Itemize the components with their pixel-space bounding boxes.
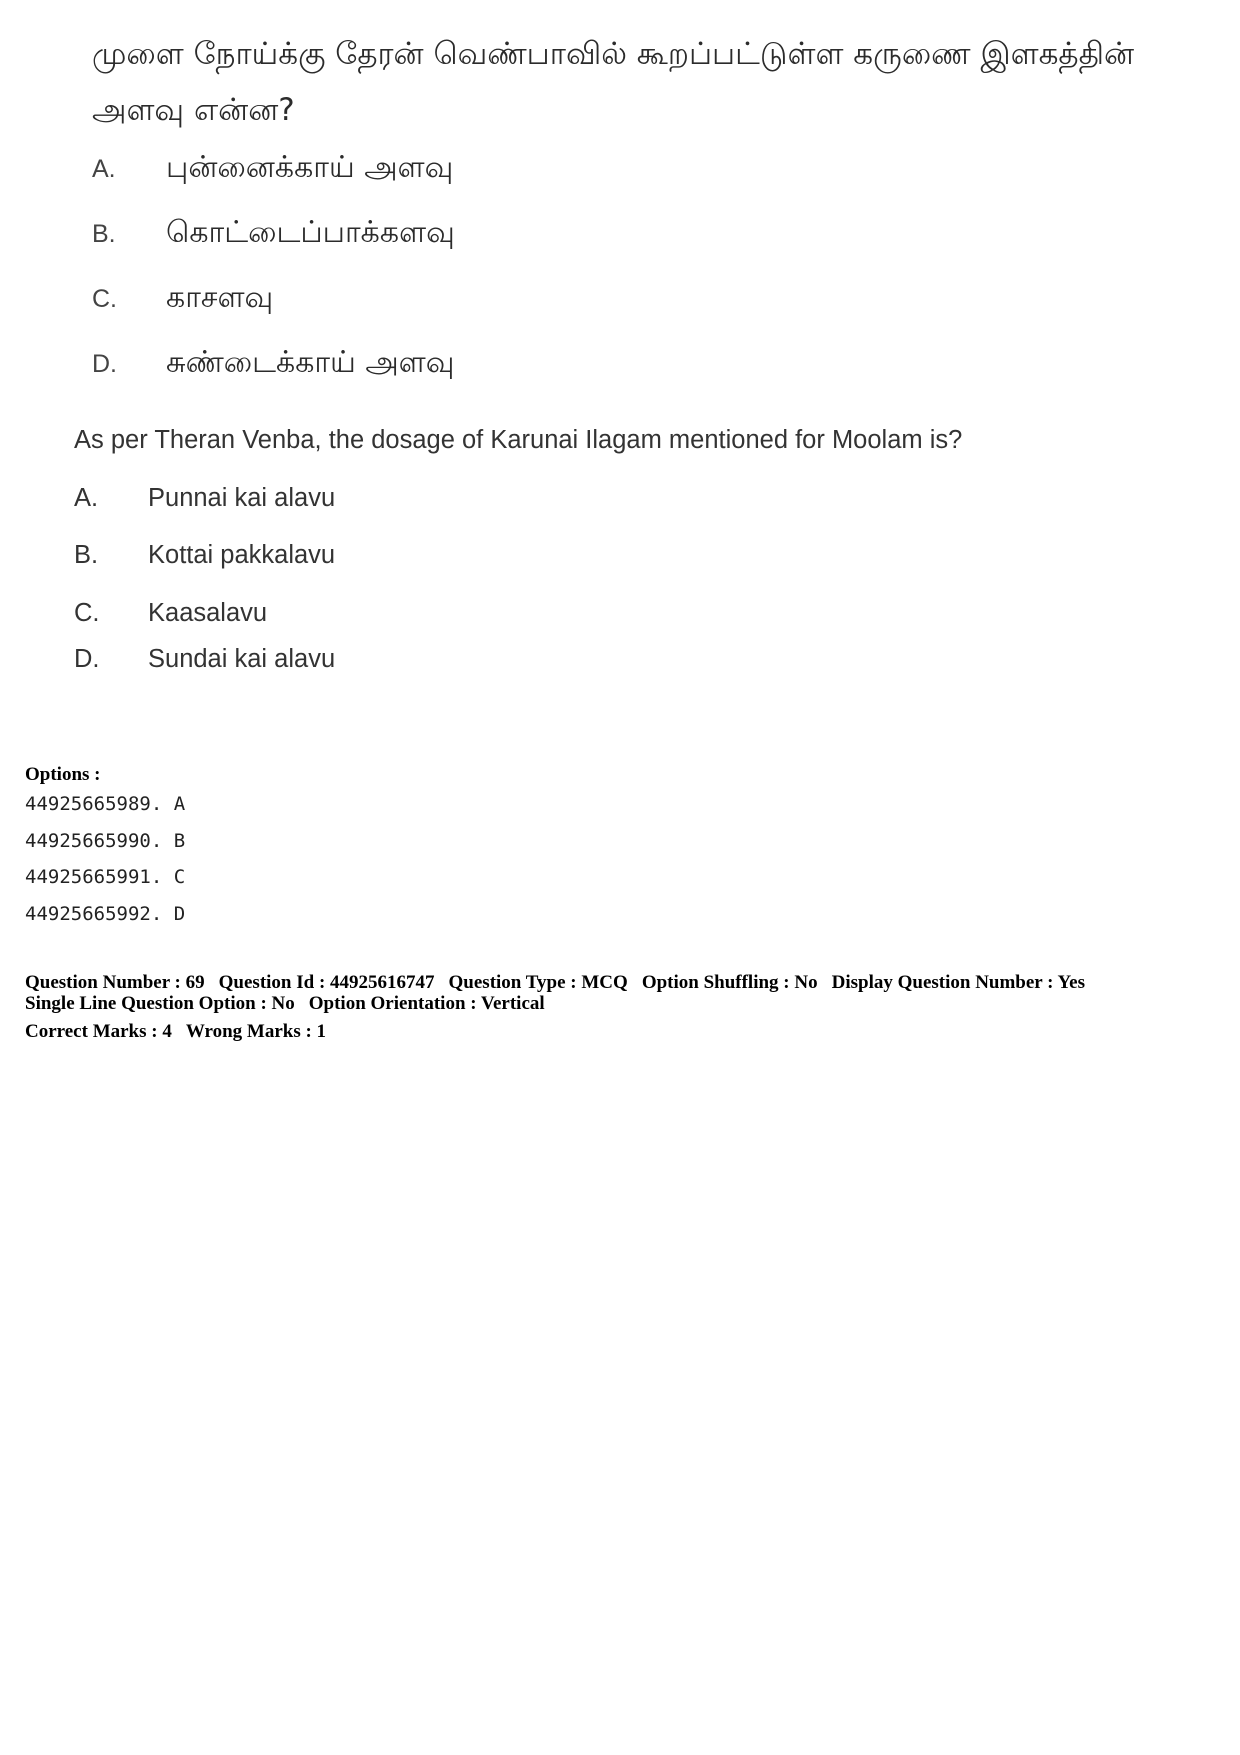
single-line-question-option: Single Line Question Option : No	[25, 993, 295, 1014]
english-option-c	[74, 599, 267, 628]
option-label: B.	[92, 220, 116, 248]
option-id-item: 44925665991. C	[25, 866, 186, 888]
option-text: Kottai pakkalavu	[148, 541, 336, 569]
option-label: C.	[92, 285, 117, 313]
option-text: Sundai kai alavu	[148, 645, 336, 673]
option-shuffling: Option Shuffling : No	[641, 972, 818, 993]
option-text: புன்னைக்காய் அளவு	[166, 150, 454, 185]
tamil-option-d	[92, 345, 454, 384]
option-label: D.	[92, 350, 117, 378]
correct-marks: Correct Marks : 4	[25, 1021, 172, 1042]
question-type: Question Type : MCQ	[448, 972, 628, 993]
english-option-d	[74, 645, 335, 674]
question-meta-line-1	[25, 972, 1099, 993]
option-label: A.	[92, 155, 116, 183]
option-text: காசளவு	[166, 280, 274, 315]
option-orientation: Option Orientation : Vertical	[308, 993, 545, 1014]
tamil-question-text: முளை நோய்க்கு தேரன் வெண்பாவில் கூறப்பட்டுள்ள கருணை இளகத்தின் அளவு என்ன?	[92, 36, 1135, 128]
wrong-marks: Wrong Marks : 1	[185, 1021, 327, 1042]
english-question-text: As per Theran Venba, the dosage of Karunai Ilagam mentioned for Moolam is?	[74, 426, 963, 454]
question-image	[0, 0, 1240, 700]
question-id: Question Id : 44925616747	[218, 972, 435, 993]
english-option-b	[74, 541, 335, 570]
option-text: Kaasalavu	[148, 599, 268, 627]
tamil-option-c	[92, 280, 273, 319]
option-label: D.	[74, 645, 100, 673]
option-text: கொட்டைப்பாக்களவு	[166, 215, 455, 250]
tamil-option-b	[92, 215, 455, 254]
option-text: சுண்டைக்காய் அளவு	[166, 345, 455, 380]
option-label: A.	[74, 484, 99, 512]
option-text: Punnai kai alavu	[148, 484, 336, 512]
option-label: B.	[74, 541, 99, 569]
question-meta-line-2	[25, 993, 559, 1014]
option-label: C.	[74, 599, 100, 627]
question-meta-line-3	[25, 1021, 340, 1042]
option-id-item: 44925665992. D	[25, 903, 186, 925]
option-id-item: 44925665990. B	[25, 830, 186, 852]
display-question-number: Display Question Number : Yes	[831, 972, 1085, 993]
tamil-option-a	[92, 150, 453, 189]
question-number: Question Number : 69	[25, 972, 205, 993]
english-option-a	[74, 484, 335, 513]
option-id-item: 44925665989. A	[25, 793, 186, 815]
options-heading: Options :	[25, 764, 101, 785]
